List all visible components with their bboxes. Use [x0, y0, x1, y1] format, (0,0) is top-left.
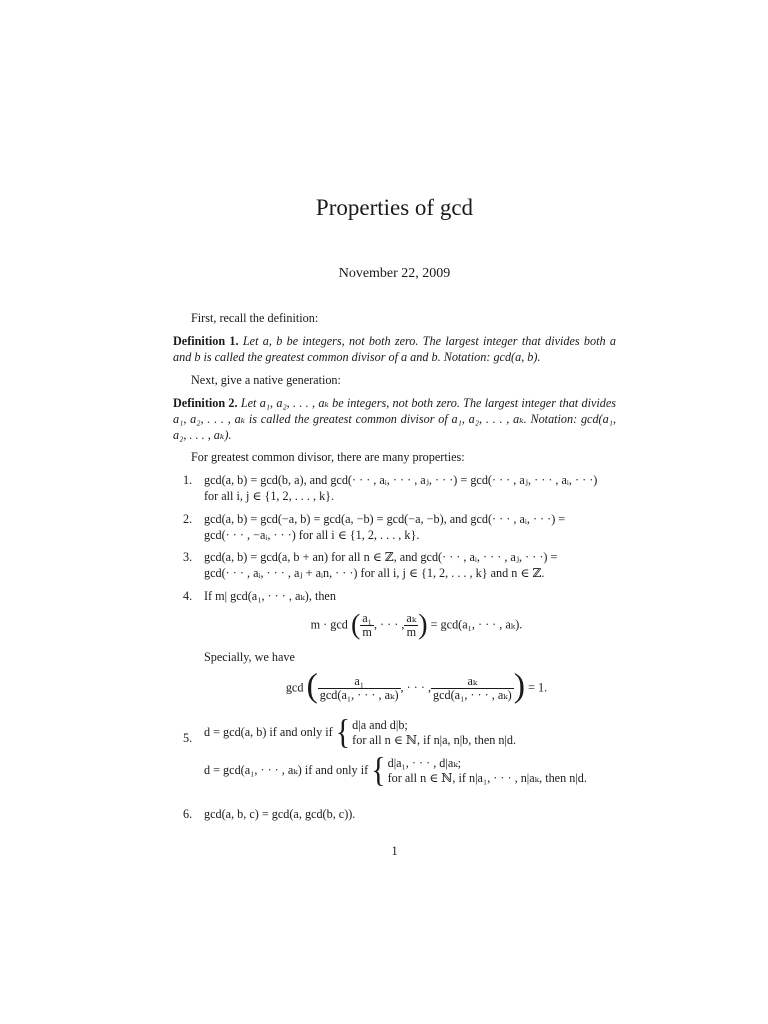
item-number: 6. [183, 807, 193, 821]
item-number: 4. [183, 589, 193, 603]
equivalence-2 [204, 751, 629, 790]
item-line: for all i, j ∈ {1, 2, . . . , k}. [204, 489, 335, 503]
definition-1-label: Definition 1. [173, 334, 239, 348]
equation-2 [204, 667, 629, 705]
left-brace: { [335, 713, 351, 752]
left-brace: { [371, 751, 386, 790]
item-line: gcd(a, b, c) = gcd(a, gcd(b, c)). [204, 807, 356, 821]
fraction [404, 612, 418, 639]
item-line: gcd(· · · , −aᵢ, · · ·) for all i ∈ {1, 2, . . . , k}. [204, 528, 420, 542]
equivalence-1 [204, 713, 629, 752]
item-number: 3. [183, 550, 193, 564]
page-title: Properties of gcd [315, 195, 474, 220]
numerator: aₖ [431, 675, 514, 689]
numerator: a₁ [362, 611, 372, 625]
item-line: gcd(a, b) = gcd(−a, b) = gcd(a, −b) = gcd(−a, −b), and gcd(· · · , aᵢ, · · ·) = [204, 512, 566, 526]
case-line: for all n ∈ ℕ, if n|a, n|b, then n|d. [352, 733, 517, 747]
case-line: d|a₁, · · · , d|aₖ; [387, 756, 462, 770]
eq-text: m · gcd [310, 617, 348, 632]
item-line: gcd(a, b) = gcd(b, a), and gcd(· · · , aᵢ, · · · , aⱼ, · · ·) = gcd(· · · , aⱼ, · · · , aᵢ, · · ·) [204, 473, 598, 487]
fraction [431, 675, 514, 702]
denominator: gcd(a₁, · · · , aₖ) [433, 688, 512, 702]
right-paren: ) [418, 609, 428, 641]
definition-2 [173, 395, 616, 443]
page-number: 1 [391, 844, 398, 858]
item-number: 5. [183, 731, 193, 745]
numerator: a₁ [318, 675, 401, 689]
definition-2-label: Definition 2. [173, 396, 238, 410]
eq-text: , · · · , [400, 680, 431, 695]
numerator: aₖ [406, 611, 417, 625]
eq-text: d = gcd(a₁, · · · , aₖ) if and only if [204, 762, 369, 777]
eq-text: = 1. [528, 680, 548, 695]
transition-paragraph: Next, give a native generation: [191, 373, 341, 387]
definition-1 [173, 333, 616, 365]
cases [352, 718, 516, 748]
fraction [360, 612, 374, 639]
definition-1-text: Let a, b be integers, not both zero. The largest integer that divides both a and b is called the greatest common divisor of a and b. Notation: gcd(a, b). [173, 334, 616, 364]
case-line: for all n ∈ ℕ, if n|a₁, · · · , n|aₖ, then n|d. [387, 771, 587, 785]
document-date: November 22, 2009 [338, 266, 451, 281]
eq-text: d = gcd(a, b) if and only if [204, 724, 333, 739]
eq-text: , · · · , [373, 617, 405, 632]
denominator: gcd(a₁, · · · , aₖ) [319, 688, 399, 702]
denominator: m [406, 625, 417, 639]
right-paren: ) [513, 667, 526, 705]
item-line: Specially, we have [204, 650, 295, 664]
eq-text: gcd [285, 680, 304, 695]
case-line: d|a and d|b; [352, 718, 408, 732]
equation-1 [204, 609, 629, 641]
item-number: 1. [183, 473, 193, 487]
fraction [318, 675, 401, 702]
denominator: m [362, 625, 372, 639]
eq-text: = gcd(a₁, · · · , aₖ). [430, 617, 523, 632]
item-line: gcd(· · · , aᵢ, · · · , aⱼ + aᵢn, · · ·) for all i, j ∈ {1, 2, . . . , k} and n ∈ ℤ. [204, 566, 545, 580]
left-paren: ( [350, 609, 361, 641]
left-paren: ( [306, 667, 318, 705]
intro-paragraph: First, recall the definition: [191, 311, 319, 325]
properties-intro: For greatest common divisor, there are many properties: [191, 450, 465, 464]
definition-2-text: Let a₁, a₂, . . . , aₖ be integers, not both zero. The largest integer that divides a₁, a₂, . . . , aₖ is called the greatest common divisor of a₁, a₂, . . . , aₖ. Notation: gcd(a₁, a₂, . . . , aₖ). [173, 396, 616, 442]
item-line: gcd(a, b) = gcd(a, b + an) for all n ∈ ℤ, and gcd(· · · , aᵢ, · · · , aⱼ, · · ·) = [204, 550, 558, 564]
item-line: If m| gcd(a₁, · · · , aₖ), then [204, 589, 336, 603]
cases [388, 756, 587, 786]
item-number: 2. [183, 512, 193, 526]
